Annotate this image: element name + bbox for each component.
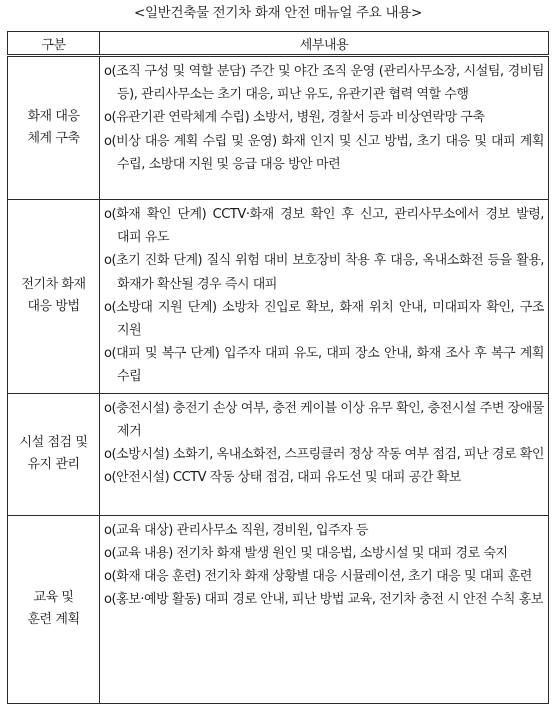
detail-text: (조직 구성 및 역할 분담) 주간 및 야간 조직 운영 (관리사무소장, 시설팀, 경비팀 등), 관리사무소는 초기 대응, 피난 유도, 유관기관 협력 역할 수행 [111,64,544,103]
detail-text: (교육 대상) 관리사무소 직원, 경비원, 입주자 등 [111,522,369,538]
detail-cell [100,515,549,703]
detail-item [104,342,544,388]
bullet-marker: o [104,447,112,463]
category-line: 대응 방법 [27,299,80,315]
detail-item [104,397,544,443]
detail-text: (소방대 지원 단계) 소방차 진입로 확보, 화재 위치 안내, 미대피자 확인, 구조 지원 [111,299,544,339]
category-line: 체계 구축 [27,131,80,146]
bullet-marker: o [104,133,112,149]
detail-text: (홍보·예방 활동) 대피 경로 안내, 피난 방법 교육, 전기차 충전 시 안전 수칙 홍보 [111,592,543,608]
category-cell [8,200,100,394]
category-line: 교육 및 [33,590,74,606]
category-cell [8,393,100,515]
detail-item [104,106,544,129]
bullet-marker: o [104,346,112,362]
detail-item [104,565,544,588]
detail-text: (초기 진화 단계) 질식 위험 대비 보호장비 착용 후 대응, 옥내소화전 등을 활용, 화재가 확산될 경우 즉시 대피 [111,253,544,292]
bullet-marker: o [104,569,112,585]
bullet-marker: o [104,110,112,126]
bullet-marker: o [104,299,112,315]
detail-item [104,130,544,176]
detail-cell [100,56,549,200]
detail-item [104,203,544,249]
detail-item [104,60,544,106]
bullet-marker: o [104,64,112,79]
category-line: 훈련 계획 [27,612,80,628]
detail-text: (충전시설) 충전기 손상 여부, 충전 케이블 이상 유무 확인, 충전시설 주변 장애물 제거 [111,400,544,439]
detail-text: (안전시설) CCTV 작동 상태 점검, 대피 유도선 및 대피 공간 확보 [111,470,461,486]
manual-table [7,31,549,704]
document-title: <일반건축물 전기차 화재 안전 매뉴얼 주요 내용> [133,5,423,21]
detail-item [104,296,544,342]
table-row [8,515,549,703]
detail-text: (소방시설) 소화기, 옥내소화전, 스프링클러 정상 작동 여부 점검, 피난 경로 확인 [111,447,544,463]
table-row [8,393,549,515]
table-row [8,56,549,200]
detail-text: (화재 대응 훈련) 전기차 화재 상황별 대응 시뮬레이션, 초기 대응 및 대피 훈련 [111,569,532,585]
bullet-marker: o [104,545,112,561]
category-line: 유지 관리 [27,457,80,473]
table-row [8,200,549,394]
detail-text: (유관기관 연락체계 수립) 소방서, 병원, 경찰서 등과 비상연락망 구축 [111,110,485,126]
bullet-marker: o [104,470,112,486]
detail-cell [100,200,549,394]
detail-text: (교육 내용) 전기차 화재 발생 원인 및 대응법, 소방시설 및 대피 경로 숙지 [111,545,508,561]
bullet-marker: o [104,592,112,608]
category-line: 화재 대응 [27,109,80,124]
detail-text: (대피 및 복구 단계) 입주자 대피 유도, 대피 장소 안내, 화재 조사 후 복구 계획 수립 [111,346,544,385]
bullet-marker: o [104,522,112,538]
category-cell [8,56,100,200]
table-header-row [8,32,549,56]
bullet-marker: o [104,400,112,416]
category-cell [8,515,100,703]
detail-item [104,542,544,565]
bullet-marker: o [104,207,112,222]
category-line: 시설 점검 및 [19,435,88,451]
detail-item [104,466,544,489]
category-line: 전기차 화재 [21,277,86,293]
bullet-marker: o [104,253,112,269]
detail-cell [100,393,549,515]
detail-item [104,249,544,295]
detail-item [104,443,544,466]
detail-text: (비상 대응 계획 수립 및 운영) 화재 인지 및 신고 방법, 초기 대응 및 대피 계획 수립, 소방대 지원 및 응급 대응 방안 마련 [111,133,544,172]
detail-text: (화재 확인 단계) CCTV·화재 경보 확인 후 신고, 관리사무소에서 경보 발령, 대피 유도 [111,207,544,246]
header-category: 구분 [8,32,100,56]
detail-item [104,588,544,611]
detail-item [104,519,544,542]
header-details: 세부내용 [100,32,549,56]
